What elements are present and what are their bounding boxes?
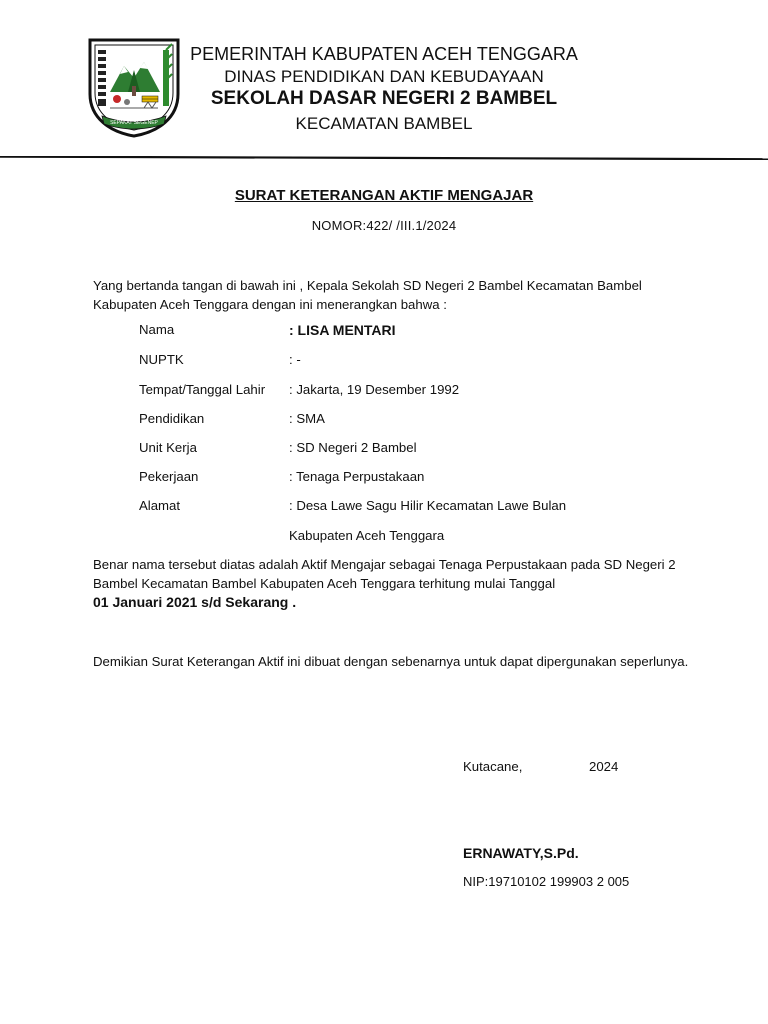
statement-date: 01 Januari 2021 s/d Sekarang . xyxy=(93,594,297,610)
identity-value: : SD Negeri 2 Bambel xyxy=(289,440,417,455)
identity-value: : LISA MENTARI xyxy=(289,322,396,338)
letterhead-district: KECAMATAN BAMBEL xyxy=(295,113,473,133)
svg-text:SEPAKAT SEGENEP: SEPAKAT SEGENEP xyxy=(110,120,158,126)
signature-place: Kutacane, xyxy=(463,759,523,774)
identity-label: NUPTK xyxy=(139,352,184,367)
identity-label: Unit Kerja xyxy=(139,440,197,455)
signer-name: ERNAWATY,S.Pd. xyxy=(463,845,579,861)
identity-value: : SMA xyxy=(289,411,325,426)
regency-emblem-icon xyxy=(84,36,184,138)
signature-year: 2024 xyxy=(589,759,619,774)
letterhead xyxy=(188,44,580,134)
document-number: NOMOR:422/ /III.1/2024 xyxy=(311,218,457,233)
statement-text: Benar nama tersebut diatas adalah Aktif Mengajar sebagai Tenaga Perpustakaan pada SD Negeri 2 Bambel Kecamatan Bambel Kabupaten Aceh Tenggara terhitung mulai Tanggal xyxy=(93,557,676,591)
opening-paragraph: Yang bertanda tangan di bawah ini , Kepala Sekolah SD Negeri 2 Bambel Kecamatan Bambel Kabupaten Aceh Tenggara dengan ini menerangkan bahwa : xyxy=(93,278,642,312)
letterhead-divider xyxy=(0,156,768,160)
identity-value: : Desa Lawe Sagu Hilir Kecamatan Lawe Bulan xyxy=(289,498,567,513)
closing-paragraph: Demikian Surat Keterangan Aktif ini dibuat dengan sebenarnya untuk dapat dipergunakan seperlunya. xyxy=(93,654,689,669)
identity-label: Tempat/Tanggal Lahir xyxy=(139,382,266,397)
identity-label: Pekerjaan xyxy=(139,469,199,484)
identity-value: : - xyxy=(289,352,301,367)
signature-place-date xyxy=(463,759,619,774)
letterhead-department: DINAS PENDIDIKAN DAN KEBUDAYAAN xyxy=(224,66,544,86)
identity-label: Pendidikan xyxy=(139,411,205,426)
document-title: SURAT KETERANGAN AKTIF MENGAJAR xyxy=(234,187,534,204)
letterhead-school: SEKOLAH DASAR NEGERI 2 BAMBEL xyxy=(210,87,558,109)
identity-value: Kabupaten Aceh Tenggara xyxy=(289,528,445,543)
signer-nip: NIP:19710102 199903 2 005 xyxy=(463,874,630,889)
identity-value: : Tenaga Perpustakaan xyxy=(289,469,425,484)
identity-label: Alamat xyxy=(139,498,181,513)
identity-label: Nama xyxy=(139,322,175,337)
letterhead-government: PEMERINTAH KABUPATEN ACEH TENGGARA xyxy=(190,44,578,64)
statement-paragraph xyxy=(93,555,693,612)
identity-value: : Jakarta, 19 Desember 1992 xyxy=(289,382,460,397)
